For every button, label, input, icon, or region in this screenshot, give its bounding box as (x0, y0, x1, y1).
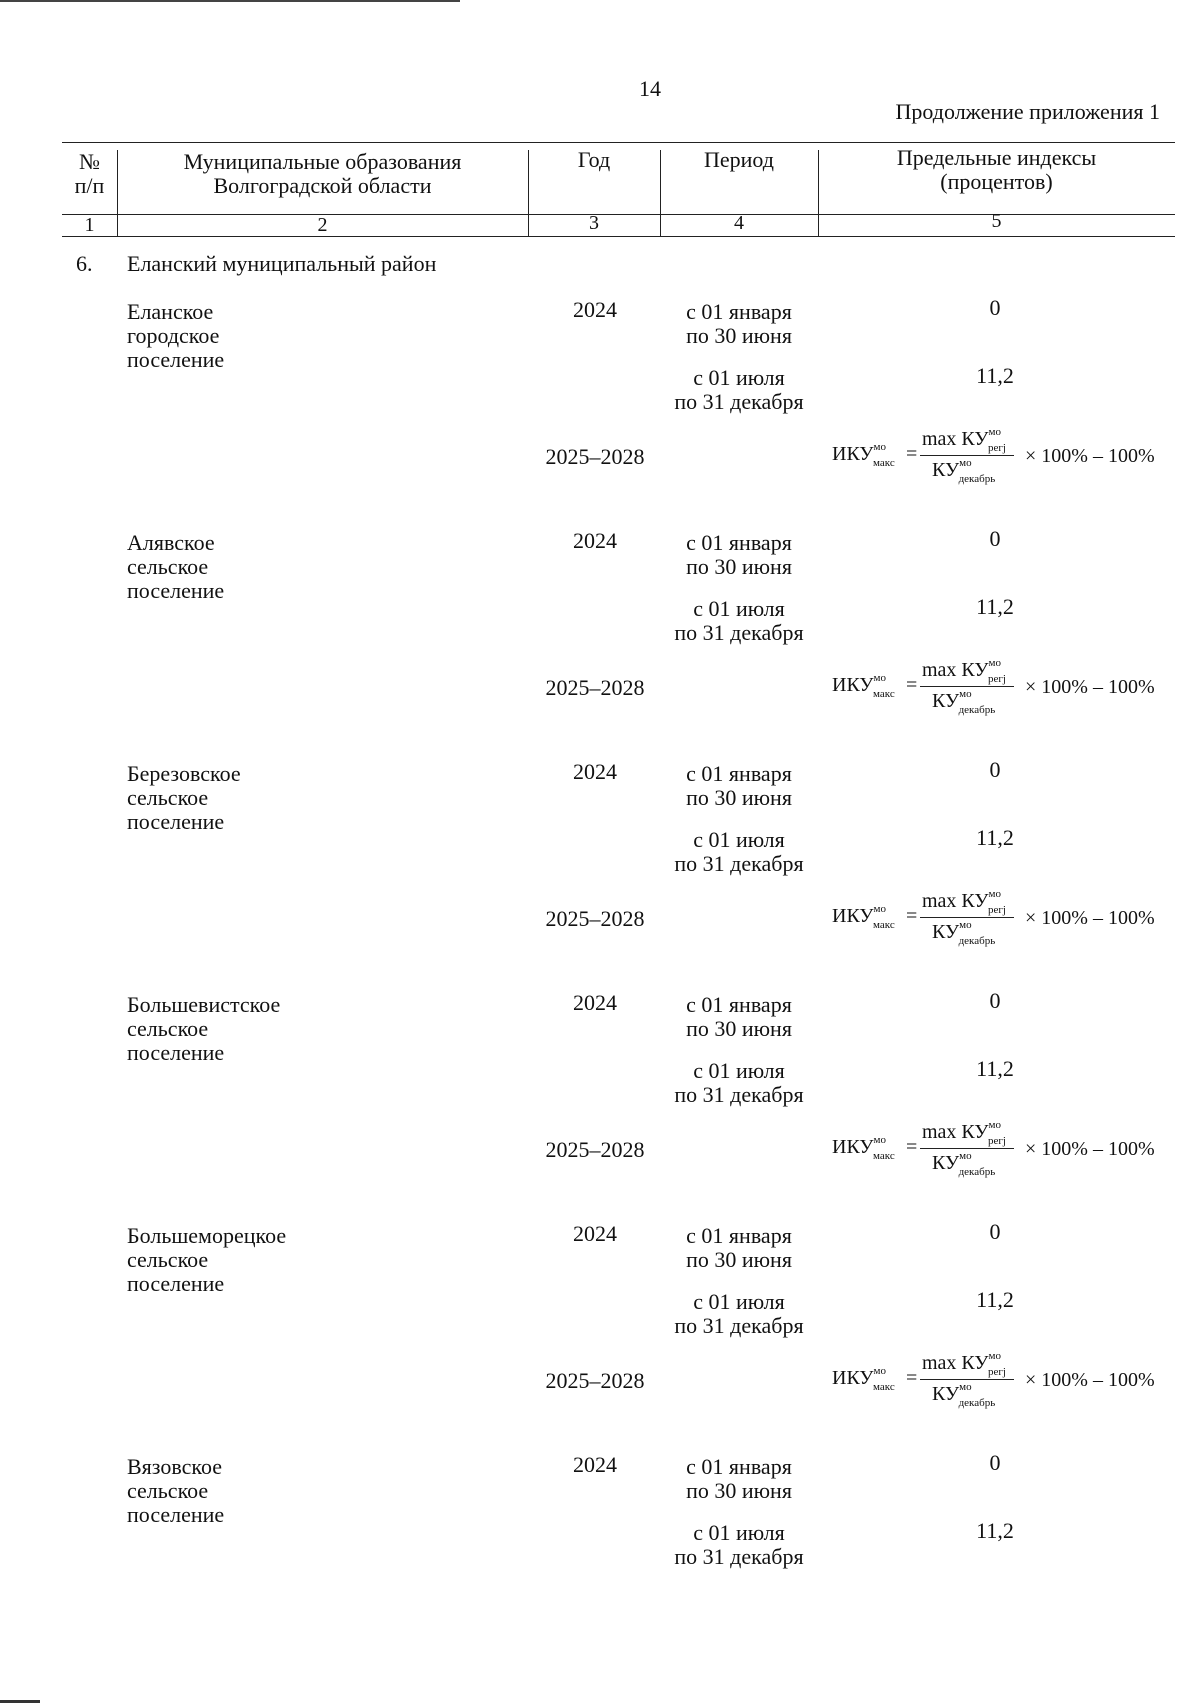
formula-numerator: $\max КУ^{мо}_{регj}$ (922, 657, 1006, 685)
formula-numerator: $\max КУ^{мо}_{регj}$ (922, 1119, 1006, 1147)
formula-fraction-bar (920, 455, 1014, 456)
period-second-half: с 01 июля по 31 декабря (674, 1289, 804, 1338)
index-formula (832, 659, 1172, 717)
formula-tail: × 100% – 100% (1025, 445, 1155, 467)
formula-lhs: $ИКУ^{мо}_{макс}$ (832, 672, 895, 700)
municipality-name: Березовское сельское поселение (127, 761, 241, 834)
section-number: 6. (76, 251, 93, 276)
index-value-first-half: 0 (989, 757, 1001, 782)
header-top-rule (62, 142, 1175, 143)
municipality-name: Алявское сельское поселение (127, 530, 225, 603)
index-value-first-half: 0 (989, 1450, 1001, 1475)
index-value-first-half: 0 (989, 988, 1001, 1013)
index-value-second-half: 11,2 (976, 363, 1014, 388)
scan-edge-top (0, 0, 460, 2)
index-value-second-half: 11,2 (976, 1518, 1014, 1543)
appendix-note: Продолжение приложения 1 (895, 99, 1160, 124)
index-value-first-half: 0 (989, 295, 1001, 320)
index-value-second-half: 11,2 (976, 1287, 1014, 1312)
col-number-2: 2 (317, 214, 328, 236)
period-first-half: с 01 января по 30 июня (686, 1454, 792, 1503)
index-value-second-half: 11,2 (976, 825, 1014, 850)
col-number-4: 4 (734, 212, 744, 234)
formula-equals: = (906, 905, 918, 927)
period-first-half: с 01 января по 30 июня (686, 530, 792, 579)
formula-numerator: $\max КУ^{мо}_{регj}$ (922, 426, 1006, 454)
formula-denominator: $КУ^{мо}_{декабрь}$ (932, 919, 996, 947)
period-second-half: с 01 июля по 31 декабря (674, 365, 804, 414)
municipality-name: Вязовское сельское поселение (127, 1454, 225, 1527)
section-name: Еланский муниципальный район (127, 251, 437, 276)
period-first-half: с 01 января по 30 июня (686, 299, 792, 348)
formula-equals: = (906, 674, 918, 696)
period-second-half: с 01 июля по 31 декабря (674, 827, 804, 876)
col-header-number: № п/п (74, 149, 105, 198)
formula-tail: × 100% – 100% (1025, 907, 1155, 929)
period-first-half: с 01 января по 30 июня (686, 992, 792, 1041)
formula-equals: = (906, 1367, 918, 1389)
col-number-1: 1 (84, 214, 95, 236)
municipality-name: Большевистское сельское поселение (127, 992, 281, 1065)
period-second-half: с 01 июля по 31 декабря (674, 596, 804, 645)
scan-edge-bottom (0, 1700, 40, 1703)
formula-lhs: $ИКУ^{мо}_{макс}$ (832, 441, 895, 469)
formula-equals: = (906, 1136, 918, 1158)
index-formula (832, 890, 1172, 948)
year-range-cell: 2025–2028 (545, 444, 645, 469)
col-header-year: Год (577, 147, 611, 172)
year-cell: 2024 (573, 1221, 617, 1246)
municipality-name: Еланское городское поселение (127, 299, 225, 372)
col-header-period: Период (704, 147, 774, 172)
formula-equals: = (906, 443, 918, 465)
formula-fraction-bar (920, 1379, 1014, 1380)
formula-lhs: $ИКУ^{мо}_{макс}$ (832, 1134, 895, 1162)
year-range-cell: 2025–2028 (545, 675, 645, 700)
formula-denominator: $КУ^{мо}_{декабрь}$ (932, 457, 996, 485)
year-cell: 2024 (573, 1452, 617, 1477)
formula-tail: × 100% – 100% (1025, 1369, 1155, 1391)
index-value-first-half: 0 (989, 1219, 1001, 1244)
index-formula (832, 428, 1172, 486)
formula-numerator: $\max КУ^{мо}_{регj}$ (922, 888, 1006, 916)
col-header-limit-index: Предельные индексы (процентов) (896, 145, 1097, 194)
col-header-municipality: Муниципальные образования Волгоградской области (183, 149, 462, 198)
formula-fraction-bar (920, 686, 1014, 687)
formula-fraction-bar (920, 1148, 1014, 1149)
year-range-cell: 2025–2028 (545, 906, 645, 931)
index-formula (832, 1352, 1172, 1410)
municipality-name: Большеморецкое сельское поселение (127, 1223, 287, 1296)
year-cell: 2024 (573, 990, 617, 1015)
formula-denominator: $КУ^{мо}_{декабрь}$ (932, 1381, 996, 1409)
period-second-half: с 01 июля по 31 декабря (674, 1520, 804, 1569)
page-number: 14 (639, 76, 661, 101)
index-value-second-half: 11,2 (976, 1056, 1014, 1081)
formula-denominator: $КУ^{мо}_{декабрь}$ (932, 1150, 996, 1178)
year-cell: 2024 (573, 297, 617, 322)
period-first-half: с 01 января по 30 июня (686, 1223, 792, 1272)
year-range-cell: 2025–2028 (545, 1137, 645, 1162)
formula-lhs: $ИКУ^{мо}_{макс}$ (832, 903, 895, 931)
formula-numerator: $\max КУ^{мо}_{регj}$ (922, 1350, 1006, 1378)
formula-lhs: $ИКУ^{мо}_{макс}$ (832, 1365, 895, 1393)
period-first-half: с 01 января по 30 июня (686, 761, 792, 810)
formula-tail: × 100% – 100% (1025, 676, 1155, 698)
index-value-second-half: 11,2 (976, 594, 1014, 619)
col-number-5: 5 (991, 210, 1002, 232)
formula-tail: × 100% – 100% (1025, 1138, 1155, 1160)
year-range-cell: 2025–2028 (545, 1368, 645, 1393)
year-cell: 2024 (573, 528, 617, 553)
index-value-first-half: 0 (989, 526, 1001, 551)
formula-denominator: $КУ^{мо}_{декабрь}$ (932, 688, 996, 716)
period-second-half: с 01 июля по 31 декабря (674, 1058, 804, 1107)
year-cell: 2024 (573, 759, 617, 784)
formula-fraction-bar (920, 917, 1014, 918)
col-number-3: 3 (589, 212, 599, 234)
index-formula (832, 1121, 1172, 1179)
